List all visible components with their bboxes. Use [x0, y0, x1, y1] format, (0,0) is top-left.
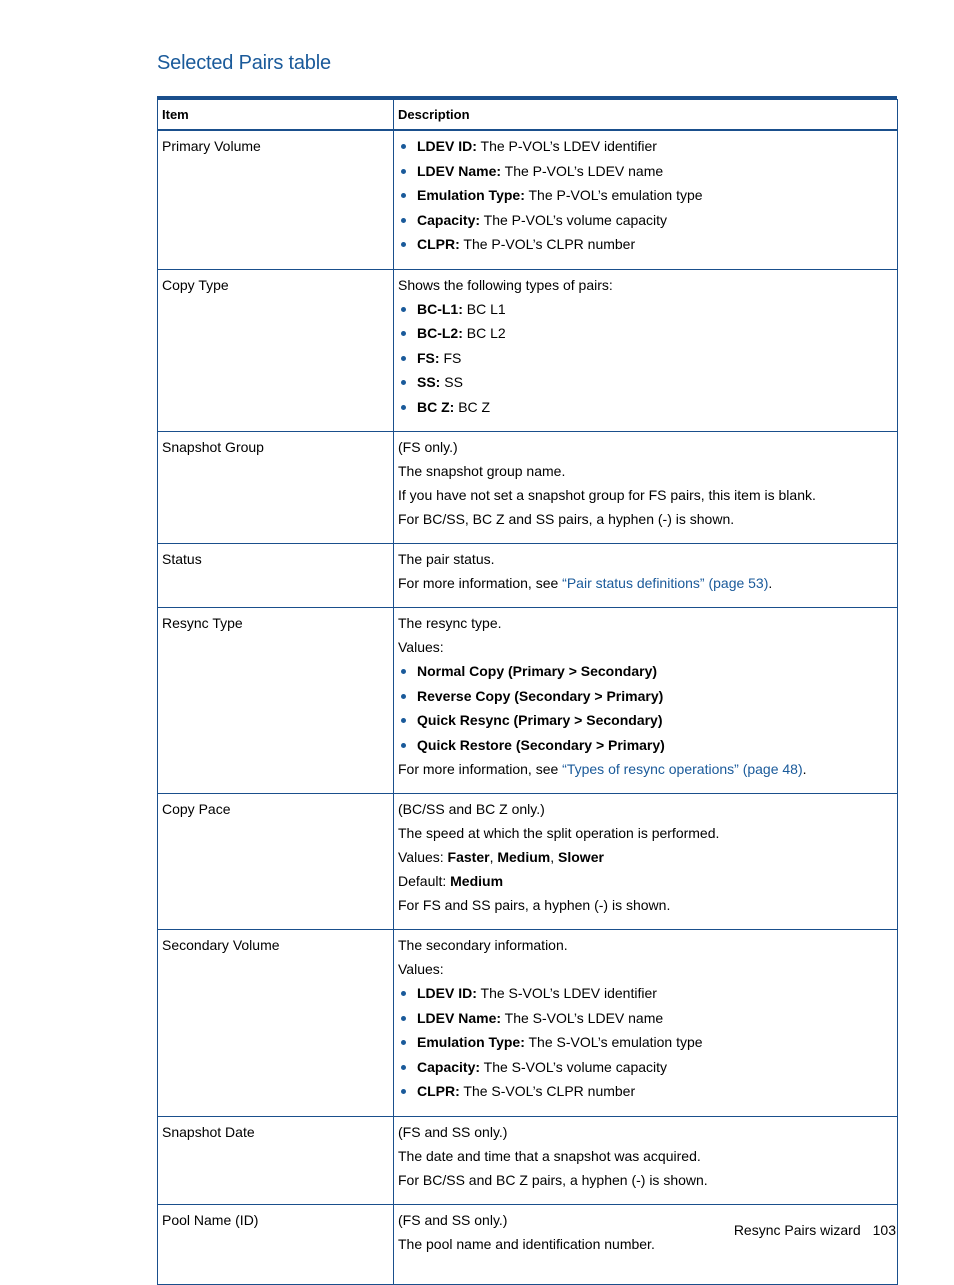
- bullet-list: [398, 134, 892, 257]
- bullet-text: BC L2: [462, 325, 506, 341]
- description-line: [398, 757, 892, 781]
- list-item: [398, 134, 892, 159]
- list-item: [398, 297, 892, 322]
- description-line: Shows the following types of pairs:: [398, 276, 613, 293]
- bullet-text: The S-VOL’s emulation type: [524, 1034, 703, 1050]
- bullet-label: CLPR:: [417, 1083, 460, 1099]
- description-cell: [394, 544, 898, 608]
- table-header-row: [158, 100, 898, 131]
- item-cell: Primary Volume: [158, 130, 394, 269]
- description-line: The speed at which the split operation is performed.: [398, 825, 720, 841]
- values-prefix: Values:: [398, 849, 448, 865]
- bullet-label: Emulation Type:: [417, 187, 525, 203]
- item-cell: Secondary Volume: [158, 930, 394, 1117]
- table-row: [158, 432, 898, 544]
- bullet-text: The P-VOL’s LDEV name: [501, 162, 664, 179]
- bullet-text: SS: [440, 374, 463, 390]
- description-line: The date and time that a snapshot was acquired.: [398, 1147, 701, 1164]
- item-cell: Resync Type: [158, 608, 394, 794]
- description-line: For FS and SS pairs, a hyphen (-) is shown.: [398, 897, 671, 913]
- page-footer: [734, 1222, 896, 1238]
- bullet-text: The P-VOL’s LDEV identifier: [476, 138, 657, 154]
- selected-pairs-table: [157, 99, 898, 1285]
- description-line: The pair status.: [398, 551, 495, 567]
- bullet-label: CLPR:: [417, 236, 460, 252]
- types-of-resync-operations-link[interactable]: “Types of resync operations” (page 48): [562, 761, 803, 777]
- description-cell: [394, 1204, 898, 1284]
- list-item: [398, 321, 892, 346]
- value-option: Slower: [558, 849, 604, 865]
- punctuation: .: [768, 575, 773, 591]
- table-row: [158, 1204, 898, 1284]
- bullet-text: BC L1: [462, 300, 506, 317]
- value-option: Faster: [447, 849, 490, 865]
- bullet-list: [398, 659, 892, 757]
- list-item: [398, 981, 892, 1006]
- bullet-text: The P-VOL’s CLPR number: [459, 236, 636, 252]
- bullet-list: [398, 981, 892, 1104]
- bullet-label: Capacity:: [417, 1058, 481, 1075]
- description-line: The resync type.: [398, 615, 502, 631]
- item-cell: Status: [158, 544, 394, 608]
- default-value: Medium: [450, 873, 504, 889]
- list-item: [398, 1030, 892, 1055]
- footer-section-title: Resync Pairs wizard: [733, 1222, 861, 1238]
- table-row: [158, 794, 898, 930]
- description-line: The snapshot group name.: [398, 463, 566, 479]
- list-item: [398, 159, 892, 184]
- item-cell: Copy Type: [158, 269, 394, 432]
- description-line: The pool name and identification number.: [398, 1235, 655, 1252]
- column-header-item: Item: [158, 100, 394, 131]
- description-line: For BC/SS and BC Z pairs, a hyphen (-) is shown.: [398, 1171, 708, 1188]
- list-item: [398, 1055, 892, 1080]
- list-item: Quick Restore (Secondary > Primary): [398, 733, 892, 758]
- table-row: [158, 130, 898, 269]
- bullet-text: The S-VOL’s volume capacity: [480, 1058, 668, 1075]
- list-item: [398, 232, 892, 257]
- separator: ,: [550, 849, 559, 865]
- values-line: [398, 845, 892, 869]
- bullet-label: BC Z:: [417, 398, 455, 415]
- description-cell: [394, 930, 898, 1117]
- bullet-label: LDEV ID:: [417, 985, 477, 1001]
- bullet-text: The P-VOL’s emulation type: [524, 187, 703, 203]
- list-item: [398, 1006, 892, 1031]
- bullet-list: [398, 297, 892, 420]
- separator: ,: [489, 849, 498, 865]
- description-cell: [394, 269, 898, 432]
- bullet-label: LDEV Name:: [417, 1009, 502, 1026]
- description-cell: [394, 432, 898, 544]
- description-line: If you have not set a snapshot group for FS pairs, this item is blank.: [398, 487, 816, 503]
- bullet-text: The S-VOL’s CLPR number: [459, 1083, 636, 1099]
- list-item: [398, 395, 892, 420]
- description-line: For BC/SS, BC Z and SS pairs, a hyphen (-) is shown.: [398, 511, 735, 527]
- page-number: 103: [872, 1222, 896, 1238]
- bullet-label: LDEV ID:: [417, 138, 477, 154]
- description-cell: [394, 608, 898, 794]
- section-heading: Selected Pairs table: [157, 52, 331, 74]
- table-row: [158, 930, 898, 1117]
- bullet-label: SS:: [417, 374, 441, 390]
- item-cell: Snapshot Group: [158, 432, 394, 544]
- description-line: Values:: [398, 639, 444, 655]
- pair-status-definitions-link[interactable]: “Pair status definitions” (page 53): [562, 575, 769, 591]
- column-header-description: Description: [394, 100, 898, 131]
- default-prefix: Default:: [398, 873, 451, 889]
- item-cell: Copy Pace: [158, 794, 394, 930]
- bullet-text: The S-VOL’s LDEV identifier: [476, 985, 657, 1001]
- description-line: (BC/SS and BC Z only.): [398, 801, 545, 817]
- bullet-text: The S-VOL’s LDEV name: [501, 1009, 664, 1026]
- table-row: [158, 544, 898, 608]
- punctuation: .: [802, 761, 807, 777]
- list-item: [398, 1079, 892, 1104]
- description-line: The secondary information.: [398, 937, 568, 953]
- bullet-label: FS:: [417, 349, 440, 366]
- table-row: [158, 608, 898, 794]
- bullet-label: Capacity:: [417, 211, 481, 228]
- description-line: (FS and SS only.): [398, 1123, 508, 1140]
- list-item: Quick Resync (Primary > Secondary): [398, 708, 892, 733]
- bullet-label: LDEV Name:: [417, 162, 502, 179]
- list-item: [398, 370, 892, 395]
- description-line: Values:: [398, 961, 444, 977]
- list-item: Reverse Copy (Secondary > Primary): [398, 684, 892, 709]
- item-cell: Pool Name (ID): [158, 1204, 394, 1284]
- list-item: [398, 346, 892, 371]
- table-row: [158, 269, 898, 432]
- list-item: [398, 183, 892, 208]
- more-info-text: For more information, see: [398, 761, 563, 777]
- bullet-label: BC-L1:: [417, 300, 463, 317]
- list-item: [398, 208, 892, 233]
- description-line: [398, 571, 892, 595]
- more-info-text: For more information, see: [398, 575, 563, 591]
- list-item: Normal Copy (Primary > Secondary): [398, 659, 892, 684]
- bullet-label: BC-L2:: [417, 325, 463, 341]
- item-cell: Snapshot Date: [158, 1116, 394, 1204]
- description-line: (FS and SS only.): [398, 1211, 508, 1228]
- description-cell: [394, 794, 898, 930]
- bullet-text: FS: [439, 349, 462, 366]
- description-cell: [394, 1116, 898, 1204]
- bullet-text: The P-VOL’s volume capacity: [480, 211, 668, 228]
- description-cell: [394, 130, 898, 269]
- default-line: [398, 869, 892, 893]
- description-line: (FS only.): [398, 439, 458, 455]
- value-option: Medium: [497, 849, 551, 865]
- bullet-text: BC Z: [454, 398, 491, 415]
- table-row: [158, 1116, 898, 1204]
- bullet-label: Emulation Type:: [417, 1034, 525, 1050]
